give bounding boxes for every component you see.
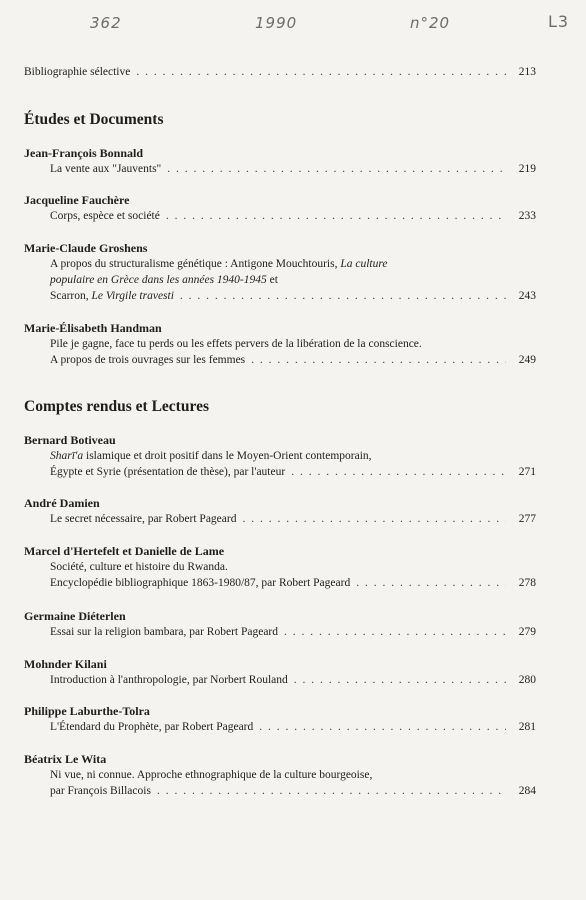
handwritten-note: n°20 xyxy=(410,14,451,32)
entry-author: Marcel d'Hertefelt et Danielle de Lame xyxy=(24,544,225,558)
entry-title: Essai sur la religion bambara, par Robert Pageard xyxy=(50,626,279,638)
entry-author: Béatrix Le Wita xyxy=(24,752,107,766)
entry-author: Mohnder Kilani xyxy=(24,657,107,671)
entry-author: Philippe Laburthe-Tolra xyxy=(24,704,150,718)
page-number: 243 xyxy=(518,290,536,302)
toc-entry xyxy=(24,751,536,799)
entry-title: La vente aux "Jauvents" xyxy=(50,163,162,175)
toc-entry xyxy=(24,145,536,177)
entry-title-line: populaire en Grèce dans les années 1940-1945 et xyxy=(50,274,278,286)
toc-entry: Marie-Claude Groshens A propos du structuralisme génétique : Antigone Mouchtouris, La culture populaire en Grèce dans les années 1940-1945 et Scarron, Le Virgile travesti . . . 243 xyxy=(24,240,536,304)
entry-title-line: Ni vue, ni connue. Approche ethnographique de la culture bourgeoise, xyxy=(50,769,373,781)
page-number: 249 xyxy=(518,354,536,366)
toc-entry xyxy=(24,64,536,80)
handwritten-note: 362 xyxy=(90,14,122,32)
entry-title: Bibliographie sélective xyxy=(24,66,131,78)
entry-title-line: Pile je gagne, face tu perds ou les effets pervers de la libération de la conscience. xyxy=(50,338,422,350)
entry-title: par François Billacois xyxy=(50,785,151,797)
entry-author: André Damien xyxy=(24,496,100,510)
handwritten-note: 1990 xyxy=(255,14,298,32)
entry-author: Jacqueline Fauchère xyxy=(24,193,130,207)
entry-title: Le secret nécessaire, par Robert Pageard xyxy=(50,513,237,525)
page-number: 277 xyxy=(518,513,536,525)
entry-author: Marie-Claude Groshens xyxy=(24,241,148,255)
toc-entry xyxy=(24,320,536,368)
toc-entry xyxy=(24,432,536,480)
page-number: 278 xyxy=(518,577,536,589)
entry-title: Introduction à l'anthropologie, par Norbert Rouland xyxy=(50,674,288,686)
entry-title: Corps, espèce et société xyxy=(50,210,160,222)
toc-entry xyxy=(24,192,536,224)
entry-title: A propos de trois ouvrages sur les femmes xyxy=(50,354,246,366)
toc-entry xyxy=(24,656,536,688)
page-number: 281 xyxy=(518,721,536,733)
page-number: 219 xyxy=(518,163,536,175)
entry-author: Jean-François Bonnald xyxy=(24,146,144,160)
entry-author: Germaine Diéterlen xyxy=(24,609,126,623)
page-number: 284 xyxy=(518,785,536,797)
entry-title: Égypte et Syrie (présentation de thèse), par l'auteur xyxy=(50,466,286,478)
toc-entry xyxy=(24,495,536,527)
entry-title-line: Sharī'a islamique et droit positif dans le Moyen-Orient contemporain, xyxy=(50,450,372,462)
section-heading: Comptes rendus et Lectures xyxy=(24,398,209,415)
toc-entry xyxy=(24,703,536,735)
page-number: 279 xyxy=(518,626,536,638)
page-number: 233 xyxy=(518,210,536,222)
entry-title-line: A propos du structuralisme génétique : Antigone Mouchtouris, La culture xyxy=(50,258,388,270)
entry-author: Bernard Botiveau xyxy=(24,433,116,447)
entry-title: L'Étendard du Prophète, par Robert Pageard xyxy=(50,721,254,733)
entry-author: Marie-Élisabeth Handman xyxy=(24,321,162,335)
page-number: 280 xyxy=(518,674,536,686)
page-number: 213 xyxy=(518,66,536,78)
toc-entry xyxy=(24,608,536,640)
page-number: 271 xyxy=(518,466,536,478)
section-heading: Études et Documents xyxy=(24,111,164,128)
toc-entry xyxy=(24,543,536,591)
handwritten-note: L3 xyxy=(548,12,570,31)
entry-title: Encyclopédie bibliographique 1863-1980/87, par Robert Pageard xyxy=(50,577,351,589)
entry-title-line: Société, culture et histoire du Rwanda. xyxy=(50,561,228,573)
